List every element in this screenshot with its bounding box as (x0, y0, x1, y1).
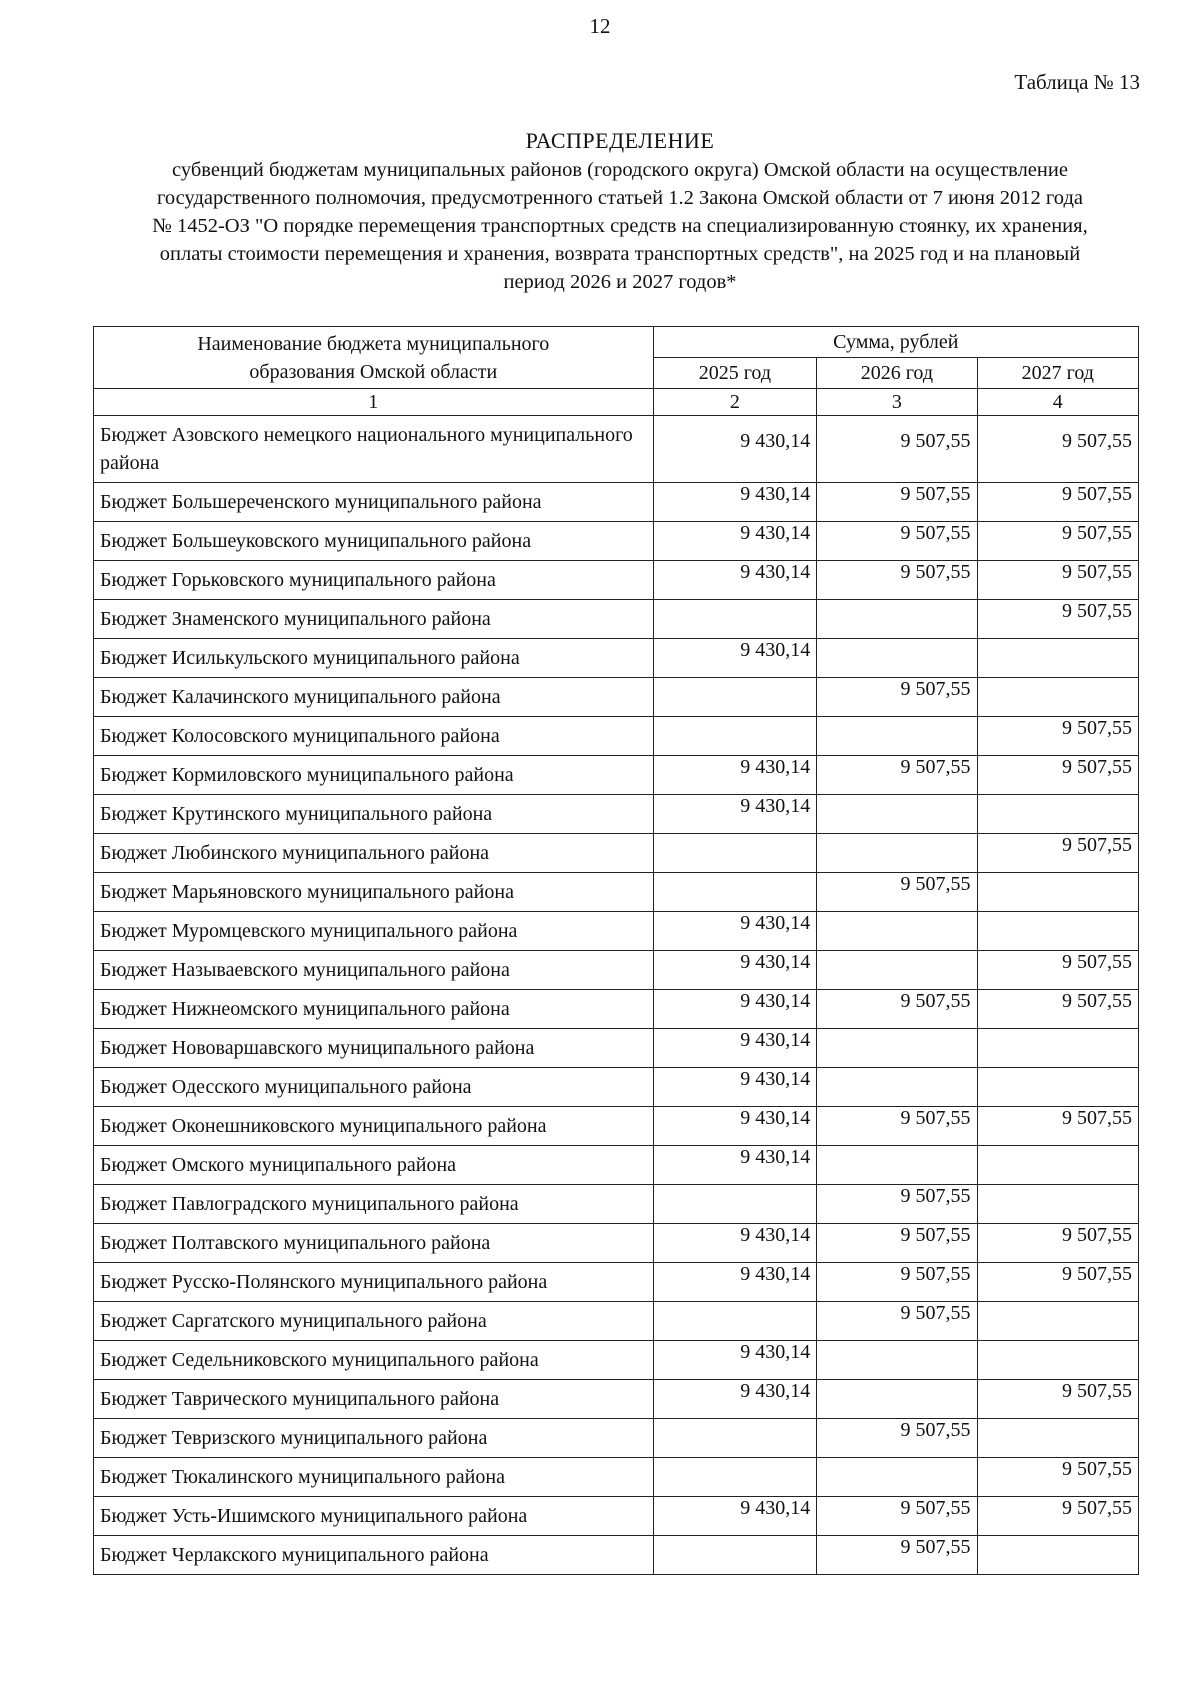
table-row (94, 795, 1139, 834)
amount-2025-cell: 9 430,14 (653, 1263, 817, 1302)
table-row (94, 1536, 1139, 1575)
budget-name-cell: Бюджет Нижнеомского муниципального района (94, 990, 654, 1029)
amount-2025-cell: 9 430,14 (653, 912, 817, 951)
amount-2026-cell: 9 507,55 (817, 1419, 977, 1458)
budget-name-cell: Бюджет Русско-Полянского муниципального района (94, 1263, 654, 1302)
table-row (94, 1419, 1139, 1458)
budget-name-cell: Бюджет Омского муниципального района (94, 1146, 654, 1185)
amount-2026-cell (817, 1029, 977, 1068)
amount-2025-cell (653, 717, 817, 756)
document-title: РАСПРЕДЕЛЕНИЕ (525, 128, 715, 153)
amount-2027-cell: 9 507,55 (977, 416, 1138, 483)
distribution-table (93, 326, 1139, 1575)
budget-name-cell: Бюджет Знаменского муниципального района (94, 600, 654, 639)
amount-2025-cell: 9 430,14 (653, 1107, 817, 1146)
amount-2026-cell: 9 507,55 (817, 1224, 977, 1263)
amount-2026-cell (817, 1146, 977, 1185)
amount-2026-cell: 9 507,55 (817, 1107, 977, 1146)
amount-2026-cell: 9 507,55 (817, 1536, 977, 1575)
table-row (94, 1068, 1139, 1107)
budget-name-cell: Бюджет Большереченского муниципального района (94, 483, 654, 522)
amount-2027-cell: 9 507,55 (977, 522, 1138, 561)
amount-2026-cell: 9 507,55 (817, 483, 977, 522)
amount-2027-cell (977, 1146, 1138, 1185)
header-budget-name-line: образования Омской области (249, 360, 498, 383)
amount-2027-cell: 9 507,55 (977, 1263, 1138, 1302)
column-number: 1 (94, 389, 654, 416)
amount-2026-cell (817, 1068, 977, 1107)
table-row (94, 416, 1139, 483)
amount-2027-cell: 9 507,55 (977, 951, 1138, 990)
amount-2027-cell: 9 507,55 (977, 1497, 1138, 1536)
amount-2027-cell (977, 1029, 1138, 1068)
budget-name-cell: Бюджет Называевского муниципального района (94, 951, 654, 990)
header-sum: Сумма, рублей (653, 327, 1138, 358)
budget-name-cell: Бюджет Седельниковского муниципального района (94, 1341, 654, 1380)
page-number: 12 (589, 14, 611, 38)
table-row (94, 1497, 1139, 1536)
amount-2026-cell (817, 600, 977, 639)
subtitle-line: № 1452-ОЗ "О порядке перемещения транспортных средств на специализированную стоянку, их хранения, (152, 215, 1088, 237)
table-body (94, 416, 1139, 1575)
table-row (94, 873, 1139, 912)
amount-2025-cell (653, 1302, 817, 1341)
amount-2027-cell (977, 678, 1138, 717)
amount-2026-cell (817, 834, 977, 873)
budget-name-cell: Бюджет Марьяновского муниципального района (94, 873, 654, 912)
column-number: 3 (817, 389, 977, 416)
amount-2027-cell: 9 507,55 (977, 1458, 1138, 1497)
amount-2025-cell: 9 430,14 (653, 483, 817, 522)
table-row (94, 951, 1139, 990)
budget-name-cell: Бюджет Усть-Ишимского муниципального района (94, 1497, 654, 1536)
amount-2027-cell (977, 1536, 1138, 1575)
header-year-2026: 2026 год (817, 358, 977, 389)
subtitle-line: государственного полномочия, предусмотренного статьей 1.2 Закона Омской области от 7 июня 2012 года (157, 187, 1083, 209)
amount-2025-cell: 9 430,14 (653, 1341, 817, 1380)
budget-name-cell: Бюджет Черлакского муниципального района (94, 1536, 654, 1575)
amount-2025-cell: 9 430,14 (653, 1029, 817, 1068)
amount-2026-cell: 9 507,55 (817, 756, 977, 795)
budget-name-cell: Бюджет Одесского муниципального района (94, 1068, 654, 1107)
amount-2026-cell: 9 507,55 (817, 1497, 977, 1536)
amount-2025-cell (653, 678, 817, 717)
header-year-2025: 2025 год (653, 358, 817, 389)
amount-2026-cell: 9 507,55 (817, 873, 977, 912)
amount-2026-cell (817, 1458, 977, 1497)
amount-2027-cell (977, 1341, 1138, 1380)
budget-name-cell: Бюджет Таврического муниципального района (94, 1380, 654, 1419)
amount-2027-cell: 9 507,55 (977, 834, 1138, 873)
amount-2026-cell: 9 507,55 (817, 678, 977, 717)
amount-2027-cell (977, 1068, 1138, 1107)
amount-2027-cell: 9 507,55 (977, 600, 1138, 639)
amount-2025-cell (653, 834, 817, 873)
column-number: 4 (977, 389, 1138, 416)
amount-2025-cell (653, 1185, 817, 1224)
amount-2025-cell: 9 430,14 (653, 1146, 817, 1185)
table-row (94, 522, 1139, 561)
amount-2026-cell (817, 1380, 977, 1419)
amount-2025-cell: 9 430,14 (653, 951, 817, 990)
table-row (94, 834, 1139, 873)
budget-name-cell: Бюджет Муромцевского муниципального района (94, 912, 654, 951)
document-subtitle (100, 156, 1140, 296)
table-row (94, 1458, 1139, 1497)
amount-2026-cell (817, 951, 977, 990)
budget-name-cell: Бюджет Полтавского муниципального района (94, 1224, 654, 1263)
header-budget-name (94, 327, 654, 389)
amount-2025-cell: 9 430,14 (653, 795, 817, 834)
table-row (94, 1146, 1139, 1185)
budget-name-cell: Бюджет Колосовского муниципального района (94, 717, 654, 756)
amount-2026-cell: 9 507,55 (817, 416, 977, 483)
table-row (94, 1263, 1139, 1302)
amount-2025-cell (653, 1536, 817, 1575)
budget-name-cell: Бюджет Крутинского муниципального района (94, 795, 654, 834)
amount-2027-cell: 9 507,55 (977, 1107, 1138, 1146)
amount-2025-cell: 9 430,14 (653, 1224, 817, 1263)
budget-name-cell: Бюджет Азовского немецкого национального муниципального района (94, 416, 654, 483)
amount-2027-cell: 9 507,55 (977, 1380, 1138, 1419)
amount-2026-cell (817, 639, 977, 678)
table-row (94, 1224, 1139, 1263)
header-budget-name-line: Наименование бюджета муниципального (197, 332, 550, 355)
budget-name-cell: Бюджет Кормиловского муниципального района (94, 756, 654, 795)
table-row (94, 1185, 1139, 1224)
amount-2025-cell (653, 873, 817, 912)
amount-2027-cell: 9 507,55 (977, 561, 1138, 600)
amount-2027-cell: 9 507,55 (977, 756, 1138, 795)
amount-2025-cell: 9 430,14 (653, 1380, 817, 1419)
budget-name-cell: Бюджет Калачинского муниципального района (94, 678, 654, 717)
amount-2026-cell (817, 795, 977, 834)
amount-2027-cell: 9 507,55 (977, 990, 1138, 1029)
amount-2027-cell (977, 639, 1138, 678)
budget-name-cell: Бюджет Нововаршавского муниципального района (94, 1029, 654, 1068)
budget-name-cell: Бюджет Павлоградского муниципального района (94, 1185, 654, 1224)
table-row (94, 756, 1139, 795)
amount-2025-cell: 9 430,14 (653, 561, 817, 600)
table-row (94, 1380, 1139, 1419)
table-row (94, 1107, 1139, 1146)
amount-2025-cell: 9 430,14 (653, 1497, 817, 1536)
header-year-2027: 2027 год (977, 358, 1138, 389)
amount-2027-cell (977, 795, 1138, 834)
subtitle-line: оплаты стоимости перемещения и хранения, возврата транспортных средств", на 2025 год и на плановый (159, 243, 1081, 265)
amount-2026-cell: 9 507,55 (817, 1302, 977, 1341)
amount-2026-cell: 9 507,55 (817, 1185, 977, 1224)
amount-2026-cell: 9 507,55 (817, 1263, 977, 1302)
amount-2027-cell: 9 507,55 (977, 1224, 1138, 1263)
amount-2027-cell (977, 1419, 1138, 1458)
amount-2025-cell (653, 600, 817, 639)
subtitle-line: субвенций бюджетам муниципальных районов (городского округа) Омской области на осуществление (172, 159, 1068, 181)
table-row (94, 678, 1139, 717)
budget-name-cell: Бюджет Любинского муниципального района (94, 834, 654, 873)
amount-2026-cell: 9 507,55 (817, 561, 977, 600)
amount-2027-cell: 9 507,55 (977, 717, 1138, 756)
table-row (94, 561, 1139, 600)
subtitle-line: период 2026 и 2027 годов* (503, 271, 737, 293)
budget-name-cell: Бюджет Саргатского муниципального района (94, 1302, 654, 1341)
amount-2026-cell: 9 507,55 (817, 990, 977, 1029)
amount-2025-cell: 9 430,14 (653, 416, 817, 483)
amount-2026-cell (817, 1341, 977, 1380)
amount-2027-cell: 9 507,55 (977, 483, 1138, 522)
amount-2027-cell (977, 873, 1138, 912)
table-row (94, 990, 1139, 1029)
budget-name-cell: Бюджет Тюкалинского муниципального района (94, 1458, 654, 1497)
table-label: Таблица № 13 (1014, 70, 1140, 94)
table-row (94, 600, 1139, 639)
table-row (94, 717, 1139, 756)
table-row (94, 1029, 1139, 1068)
amount-2025-cell: 9 430,14 (653, 1068, 817, 1107)
amount-2026-cell (817, 717, 977, 756)
amount-2025-cell: 9 430,14 (653, 990, 817, 1029)
amount-2026-cell: 9 507,55 (817, 522, 977, 561)
column-number: 2 (653, 389, 817, 416)
budget-name-cell: Бюджет Большеуковского муниципального района (94, 522, 654, 561)
table-row (94, 1341, 1139, 1380)
table-row (94, 912, 1139, 951)
budget-name-cell: Бюджет Тевризского муниципального района (94, 1419, 654, 1458)
budget-name-cell: Бюджет Оконешниковского муниципального района (94, 1107, 654, 1146)
budget-name-cell: Бюджет Исилькульского муниципального района (94, 639, 654, 678)
amount-2025-cell (653, 1458, 817, 1497)
amount-2026-cell (817, 912, 977, 951)
amount-2027-cell (977, 1302, 1138, 1341)
amount-2027-cell (977, 912, 1138, 951)
amount-2025-cell: 9 430,14 (653, 522, 817, 561)
budget-name-cell: Бюджет Горьковского муниципального района (94, 561, 654, 600)
amount-2025-cell (653, 1419, 817, 1458)
table-row (94, 639, 1139, 678)
amount-2025-cell: 9 430,14 (653, 639, 817, 678)
table-row (94, 1302, 1139, 1341)
amount-2027-cell (977, 1185, 1138, 1224)
amount-2025-cell: 9 430,14 (653, 756, 817, 795)
table-row (94, 483, 1139, 522)
